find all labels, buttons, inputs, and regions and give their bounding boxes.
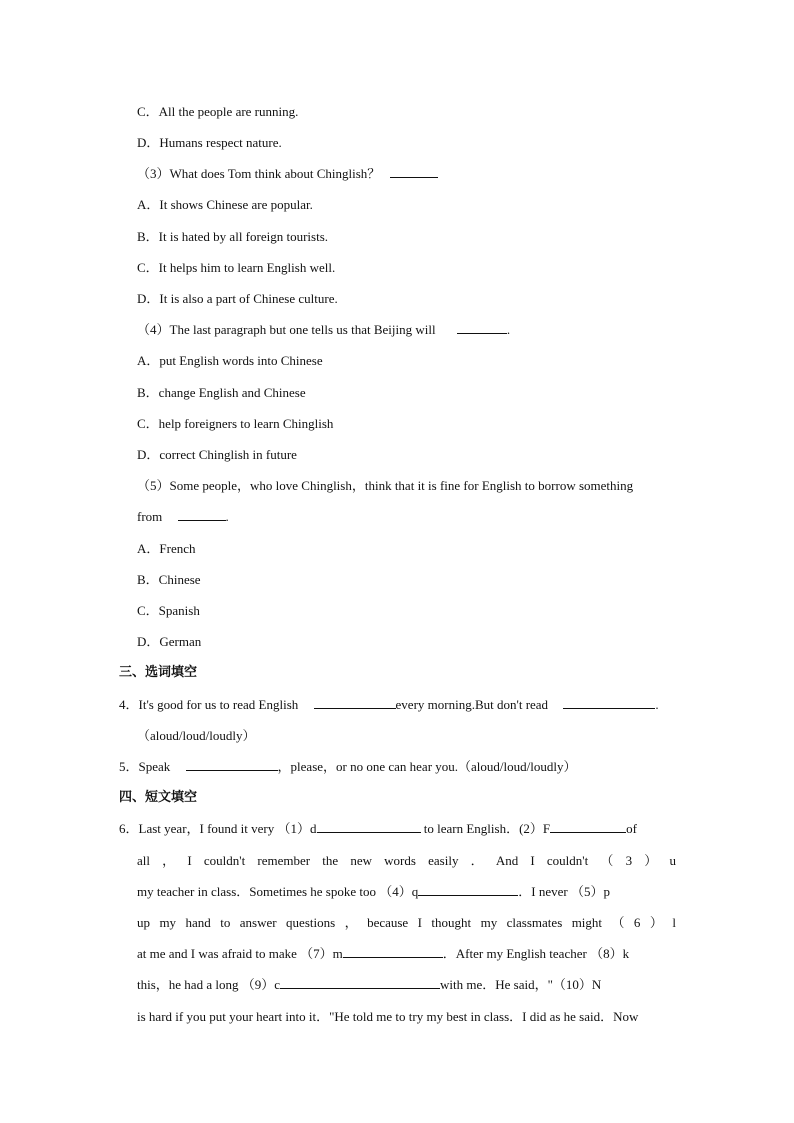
q3-option-b[interactable]: B．It is hated by all foreign tourists.: [137, 229, 329, 244]
passage-line-2: all ， I couldn't remember the new words easily ． And I couldn't （ 3 ） u: [137, 853, 676, 868]
blank-7[interactable]: [343, 945, 443, 958]
q4-stem: （4）The last paragraph but one tells us that Beijing will .: [137, 322, 511, 337]
q4-option-b[interactable]: B．change English and Chinese: [137, 385, 306, 400]
blank-1[interactable]: [317, 820, 421, 833]
q3-stem: （3）What does Tom think about Chinglish？: [137, 165, 438, 183]
passage-line-1: 6．Last year，I found it very （1）d to learn English．(2）F of: [119, 821, 637, 836]
item-5-blank[interactable]: [186, 758, 278, 771]
q2-option-c[interactable]: C．All the people are running.: [137, 104, 299, 119]
q3-option-a[interactable]: A．It shows Chinese are popular.: [137, 197, 313, 212]
q4-answer-blank[interactable]: [457, 321, 507, 334]
q3-answer-blank[interactable]: [390, 165, 438, 178]
item-5: 5．Speak ，please，or no one can hear you.（aloud/loud/loudly）: [119, 759, 577, 774]
q2-option-d[interactable]: D．Humans respect nature.: [137, 135, 282, 150]
item-4-blank-2[interactable]: [563, 696, 655, 709]
section-4-heading: 四、短文填空: [119, 790, 198, 805]
q5-stem: （5）Some people，who love Chinglish，think that it is fine for English to borrow something: [137, 478, 634, 493]
q5-option-c[interactable]: C．Spanish: [137, 603, 200, 618]
passage-line-4: up my hand to answer questions ， because I thought my classmates might （ 6 ） l: [137, 915, 676, 930]
q3-option-c[interactable]: C．It helps him to learn English well.: [137, 260, 336, 275]
blank-9[interactable]: [280, 976, 440, 989]
item-4: 4．It's good for us to read English every morning.But don't read .: [119, 697, 659, 712]
q5-option-a[interactable]: A．French: [137, 541, 196, 556]
blank-2[interactable]: [550, 820, 626, 833]
blank-4[interactable]: [418, 883, 518, 896]
item-4-hint: （aloud/loud/loudly）: [137, 728, 256, 743]
q3-option-d[interactable]: D．It is also a part of Chinese culture.: [137, 291, 338, 306]
q5-option-b[interactable]: B．Chinese: [137, 572, 201, 587]
passage-line-3: my teacher in class．Sometimes he spoke too （4）q ．I never （5）p: [137, 884, 610, 899]
q4-option-a[interactable]: A．put English words into Chinese: [137, 353, 323, 368]
item-4-blank-1[interactable]: [314, 696, 396, 709]
q4-option-c[interactable]: C．help foreigners to learn Chinglish: [137, 416, 334, 431]
q5-answer-blank[interactable]: [178, 508, 226, 521]
q5-option-d[interactable]: D．German: [137, 634, 202, 649]
passage-line-5: at me and I was afraid to make （7）m ．After my English teacher （8）k: [137, 946, 630, 961]
section-3-heading: 三、选词填空: [119, 665, 198, 680]
passage-line-6: this，he had a long （9）c with me．He said，"（10）N: [137, 977, 602, 992]
q5-stem-continued: from .: [137, 509, 229, 524]
passage-line-7: is hard if you put your heart into it．"He told me to try my best in class．I did as he said．Now: [137, 1009, 639, 1024]
q4-option-d[interactable]: D．correct Chinglish in future: [137, 447, 297, 462]
